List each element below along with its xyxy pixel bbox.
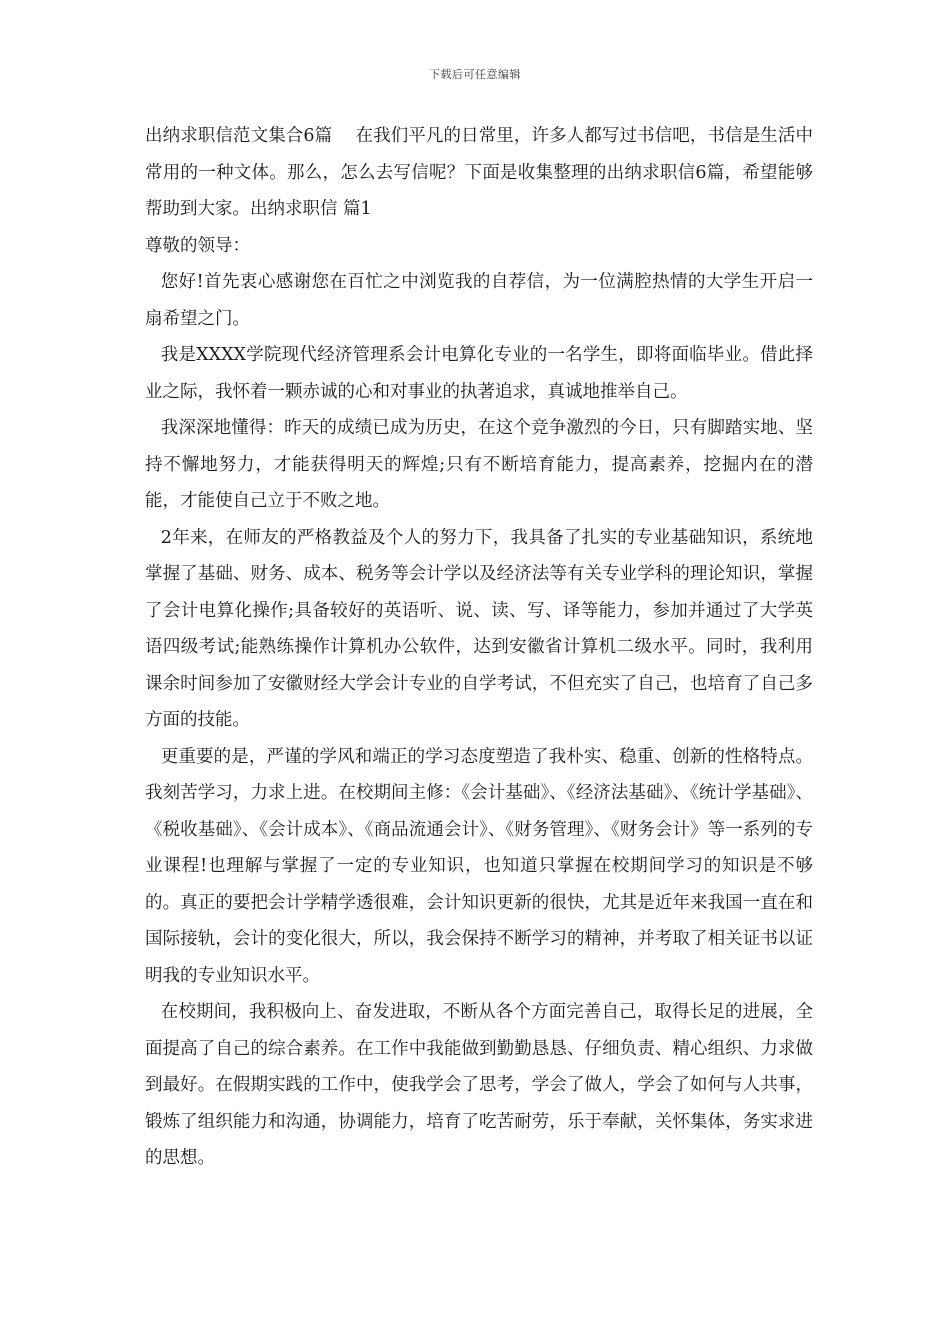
- intro-paragraph: 出纳求职信范文集合6篇 在我们平凡的日常里，许多人都写过书信吧，书信是生活中常用的一种文体。那么，怎么去写信呢？下面是收集整理的出纳求职信6篇，希望能够帮助到大家。出纳求职信 篇1: [145, 126, 813, 219]
- body-paragraph: 更重要的是，严谨的学风和端正的学习态度塑造了我朴实、稳重、创新的性格特点。我刻苦学习，力求上进。在校期间主修：《会计基础》、《经济法基础》、《统计学基础》、《税收基础》、《会计成本》、《商品流通会计》、《财务管理》、《财务会计》等一系列的专业课程!也理解与掌握了一定的专业知识，也知道只掌握在校期间学习的知识是不够的。真正的要把会计学精学透很难，会计知识更新的很快，尤其是近年来我国一直在和国际接轨，会计的变化很大，所以，我会保持不断学习的精神，并考取了相关证书以证明我的专业知识水平。: [145, 746, 813, 986]
- body-paragraph: 我是XXXX学院现代经济管理系会计电算化专业的一名学生，即将面临毕业。借此择业之际，我怀着一颗赤诚的心和对事业的执著追求，真诚地推举自己。: [145, 345, 813, 402]
- body-paragraph: 2年来，在师友的严格教益及个人的努力下，我具备了扎实的专业基础知识，系统地掌握了基础、财务、成本、税务等会计学以及经济法等有关专业学科的理论知识，掌握了会计电算化操作;具备较好的英语听、说、读、写、译等能力，参加并通过了大学英语四级考试;能熟练操作计算机办公软件，达到安徽省计算机二级水平。同时，我利用课余时间参加了安徽财经大学会计专业的自学考试，不但充实了自己，也培育了自己多方面的技能。: [145, 527, 813, 730]
- salutation: 尊敬的领导：: [145, 235, 250, 256]
- body-paragraph: 您好!首先衷心感谢您在百忙之中浏览我的自荐信，为一位满腔热情的大学生开启一扇希望之门。: [145, 272, 813, 329]
- document-body: [145, 118, 813, 1177]
- body-paragraph: 我深深地懂得：昨天的成绩已成为历史，在这个竞争激烈的今日，只有脚踏实地、坚持不懈地努力，才能获得明天的辉煌;只有不断培育能力，提高素养，挖掘内在的潜能，才能使自己立于不败之地。: [145, 418, 813, 511]
- page-header: 下载后可任意编辑: [429, 68, 521, 81]
- body-paragraph: 在校期间，我积极向上、奋发进取，不断从各个方面完善自己，取得长足的进展，全面提高了自己的综合素养。在工作中我能做到勤勤恳恳、仔细负责、精心组织、力求做到最好。在假期实践的工作中，使我学会了思考，学会了做人，学会了如何与人共事，锻炼了组织能力和沟通，协调能力，培育了吃苦耐劳，乐于奉献，关怀集体，务实求进的思想。: [145, 1002, 813, 1168]
